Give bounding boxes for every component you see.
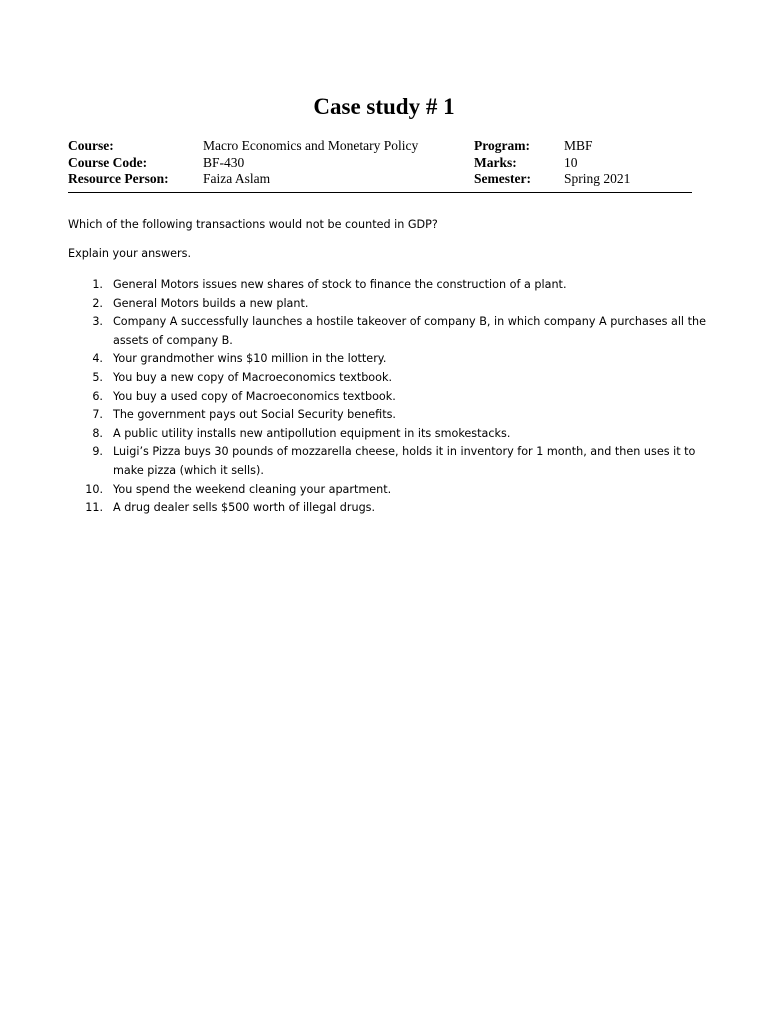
item-text: Your grandmother wins $10 million in the lottery. [113, 352, 387, 366]
item-number: 9. [92, 445, 103, 459]
item-number: 5. [92, 370, 103, 384]
course-code-label: Course Code: [68, 154, 148, 170]
list-item [68, 499, 708, 518]
info-row-course [68, 138, 692, 155]
list-item [68, 369, 708, 388]
question-list [68, 276, 708, 518]
list-item [68, 388, 708, 407]
item-text: You spend the weekend cleaning your apartment. [113, 482, 392, 496]
list-item [68, 406, 708, 425]
list-item [68, 295, 708, 314]
list-item [68, 425, 708, 444]
course-label: Course: [68, 138, 114, 153]
instruction-text: Explain your answers. [68, 247, 192, 260]
list-item [68, 313, 708, 350]
item-text: The government pays out Social Security benefits. [113, 408, 396, 422]
item-number: 4. [92, 352, 103, 366]
item-number: 7. [92, 408, 103, 422]
item-text: Company A successfully launches a hostile takeover of company B, in which company A purchases all the [113, 315, 706, 329]
item-text: You buy a used copy of Macroeconomics textbook. [113, 389, 396, 403]
item-number: 10. [85, 482, 103, 496]
question-text: Which of the following transactions would not be counted in GDP? [68, 218, 438, 231]
list-item [68, 276, 708, 295]
horizontal-divider [68, 192, 692, 193]
resource-person-value: Faiza Aslam [203, 171, 271, 186]
course-code-value: BF-430 [203, 154, 245, 170]
page-title: Case study # 1 [313, 94, 455, 119]
item-text: Luigi’s Pizza buys 30 pounds of mozzarella cheese, holds it in inventory for 1 month, and then uses it to [113, 445, 696, 459]
item-text-continued: assets of company B. [113, 333, 233, 347]
item-text: A drug dealer sells $500 worth of illegal drugs. [113, 501, 376, 515]
item-number: 11. [85, 501, 103, 515]
item-number: 8. [92, 426, 103, 440]
semester-label: Semester: [474, 171, 531, 186]
item-number: 1. [92, 278, 103, 291]
semester-value: Spring 2021 [564, 171, 631, 186]
course-info-table [68, 138, 692, 188]
item-text: You buy a new copy of Macroeconomics textbook. [113, 370, 393, 384]
marks-value: 10 [564, 154, 578, 170]
item-text: A public utility installs new antipollution equipment in its smokestacks. [113, 426, 511, 440]
list-item [68, 481, 708, 500]
item-text: General Motors issues new shares of stock to finance the construction of a plant. [113, 278, 567, 291]
marks-label: Marks: [474, 154, 517, 170]
item-number: 3. [92, 315, 103, 329]
item-number: 6. [92, 389, 103, 403]
info-row-person [68, 171, 692, 188]
info-row-code [68, 155, 692, 172]
course-value: Macro Economics and Monetary Policy [203, 138, 419, 153]
list-item [68, 443, 708, 480]
list-item [68, 350, 708, 369]
item-text-continued: make pizza (which it sells). [113, 463, 264, 477]
item-text: General Motors builds a new plant. [113, 296, 309, 310]
resource-person-label: Resource Person: [68, 171, 169, 186]
program-value: MBF [564, 138, 593, 153]
item-number: 2. [92, 296, 103, 310]
program-label: Program: [474, 138, 530, 153]
